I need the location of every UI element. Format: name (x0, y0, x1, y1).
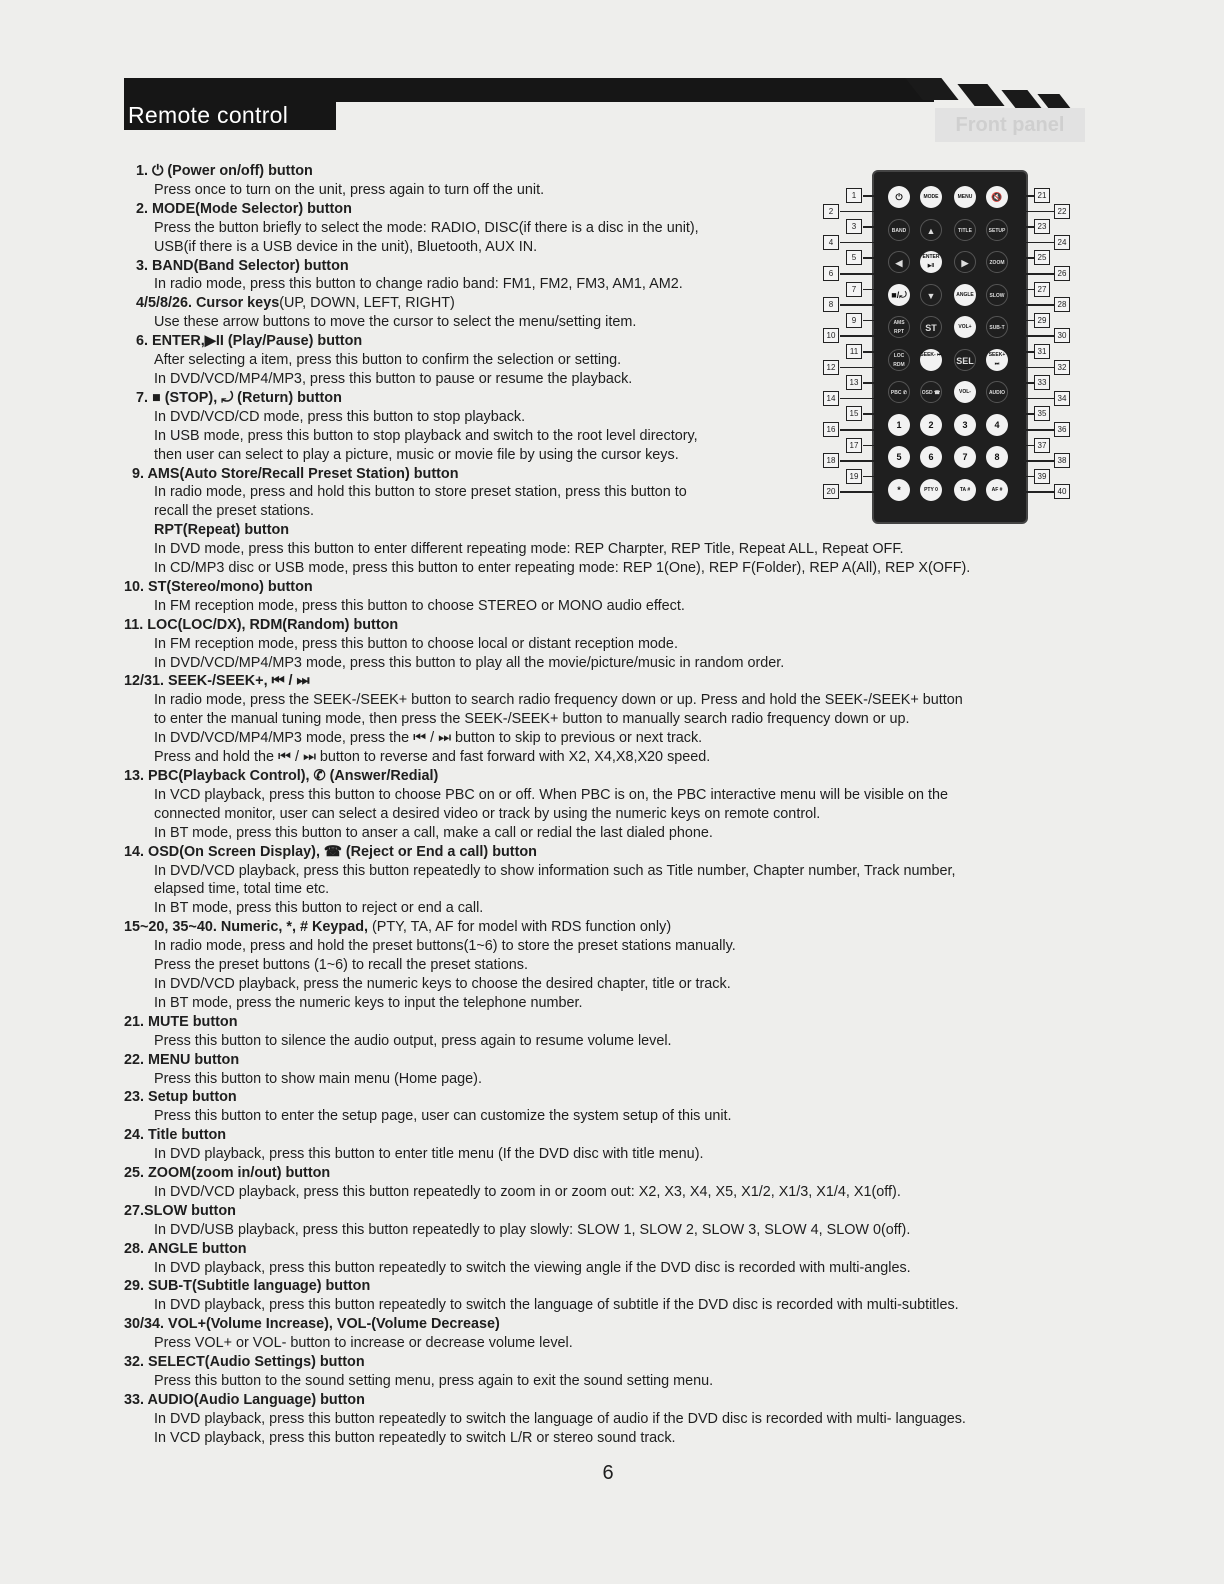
callout-leader (1024, 226, 1034, 228)
callout-leader (840, 429, 874, 431)
instruction-entry (124, 578, 1114, 616)
remote-button: ANGLE (954, 284, 976, 306)
callout-number: 5 (846, 250, 862, 265)
entry-line: In radio mode, press and hold this button to store preset station, press this button to (154, 484, 687, 501)
entry-line: In DVD mode, press this button to enter different repeating mode: REP Charpter, REP Title, Repeat ALL, Repeat OFF. (154, 541, 904, 558)
entry-title (124, 1202, 1114, 1221)
callout-leader (1024, 413, 1034, 415)
callout-number: 4 (823, 235, 839, 250)
entry-line: In DVD/VCD/MP4/MP3, press this button to pause or resume the playback. (154, 370, 633, 387)
entry-line: In DVD/VCD/MP4/MP3 mode, press this button to play all the movie/picture/music in random order. (154, 654, 785, 671)
entry-title-text: 21. MUTE button (124, 1013, 238, 1030)
instruction-entry (124, 1315, 1114, 1353)
entry-title (124, 521, 1114, 540)
callout-number: 35 (1034, 406, 1050, 421)
callout-number: 1 (846, 188, 862, 203)
callout-leader (840, 367, 874, 369)
callout-number: 38 (1054, 453, 1070, 468)
entry-title-text: 23. Setup button (124, 1089, 237, 1106)
callout-number: 33 (1034, 375, 1050, 390)
remote-button: MODE (920, 186, 942, 208)
callout-leader (863, 195, 874, 197)
callout-leader (1024, 289, 1034, 291)
remote-button: LOC RDM (888, 349, 910, 371)
entry-title (124, 1240, 1114, 1259)
remote-button: AMS RPT (888, 316, 910, 338)
entry-title (124, 1315, 1114, 1334)
entry-line: In BT mode, press the numeric keys to input the telephone number. (154, 994, 583, 1011)
entry-line: In BT mode, press this button to anser a call, make a call or redial the last dialed phone. (154, 824, 713, 841)
entry-title-text: 2. MODE(Mode Selector) button (136, 200, 352, 217)
callout-leader (863, 382, 874, 384)
callout-leader (1024, 211, 1054, 213)
callout-leader (1024, 242, 1054, 244)
callout-leader (1024, 257, 1034, 259)
remote-button: SEL (954, 349, 976, 371)
callout-leader (1024, 476, 1034, 478)
remote-button: 3 (954, 414, 976, 436)
callout-number: 14 (823, 391, 839, 406)
entry-line: then user can select to play a picture, music or movie file by using the cursor keys. (154, 446, 679, 463)
callout-number: 37 (1034, 438, 1050, 453)
entry-line: In USB mode, press this button to stop playback and switch to the root level directory, (154, 427, 698, 444)
callout-leader (863, 257, 874, 259)
callout-number: 11 (846, 344, 862, 359)
instruction-entry (124, 1277, 1114, 1315)
entry-title-text: 30/34. VOL+(Volume Increase), VOL-(Volume Decrease) (124, 1316, 500, 1333)
section-title: Remote control (124, 100, 336, 130)
callout-leader (840, 304, 874, 306)
entry-title (124, 578, 1114, 597)
instruction-entry (124, 1051, 1114, 1089)
entry-line: In radio mode, press this button to change radio band: FM1, FM2, FM3, AM1, AM2. (154, 276, 683, 293)
entry-title-text: RPT(Repeat) button (154, 522, 290, 539)
callout-leader (840, 398, 874, 400)
remote-button: SEEK+ ⏭ (986, 349, 1008, 371)
entry-line: Press VOL+ or VOL- button to increase or decrease volume level. (154, 1335, 573, 1352)
callout-leader (1024, 445, 1034, 447)
remote-button: OSD ☎ (920, 381, 942, 403)
instruction-entry (124, 1013, 1114, 1051)
entry-line: Press and hold the ⏮ / ⏭ button to reverse and fast forward with X2, X4,X8,X20 speed. (154, 749, 711, 766)
callout-number: 20 (823, 484, 839, 499)
callout-number: 36 (1054, 422, 1070, 437)
entry-line: In VCD playback, press this button to choose PBC on or off. When PBC is on, the PBC interactive menu will be visible on the (154, 786, 949, 803)
entry-line: Press this button to show main menu (Home page). (154, 1070, 482, 1087)
callout-leader (840, 491, 874, 493)
instruction-entry (124, 1202, 1114, 1240)
callout-number: 22 (1054, 204, 1070, 219)
callout-number: 26 (1054, 266, 1070, 281)
entry-title-text: 22. MENU button (124, 1051, 240, 1068)
entry-title-text: 29. SUB-T(Subtitle language) button (124, 1278, 371, 1295)
entry-title-text: 1. ⏻ (Power on/off) button (136, 163, 313, 179)
callout-number: 10 (823, 328, 839, 343)
remote-button: SUB-T (986, 316, 1008, 338)
callout-leader (863, 413, 874, 415)
callout-number: 15 (846, 406, 862, 421)
entry-title-text: 27.SLOW button (124, 1202, 236, 1219)
entry-line: In DVD/VCD/MP4/MP3 mode, press the ⏮ / ⏭ button to skip to previous or next track. (154, 730, 703, 747)
callout-leader (840, 242, 874, 244)
callout-number: 2 (823, 204, 839, 219)
entry-line: connected monitor, user can select a desired video or track by using the numeric keys on remote control. (154, 805, 821, 822)
entry-line: In VCD playback, press this button repeatedly to switch L/R or stereo sound track. (154, 1429, 676, 1446)
callout-leader (1024, 398, 1054, 400)
remote-button: 🔇 (986, 186, 1008, 208)
callout-leader (1024, 351, 1034, 353)
entry-title-text: 15~20, 35~40. Numeric, *, # Keypad, (124, 919, 368, 936)
remote-button: ⏻ (888, 186, 910, 208)
remote-button: ▲ (920, 219, 942, 241)
callout-number: 8 (823, 297, 839, 312)
remote-button: 8 (986, 446, 1008, 468)
instruction-entry (124, 1164, 1114, 1202)
entry-title (124, 1051, 1114, 1070)
callout-leader (1024, 382, 1034, 384)
instruction-entry (124, 521, 1114, 578)
remote-button: VOL+ (954, 316, 976, 338)
callout-leader (863, 289, 874, 291)
entry-title-text: 11. LOC(LOC/DX), RDM(Random) button (124, 616, 399, 633)
instruction-entry (124, 767, 1114, 843)
entry-line: to enter the manual tuning mode, then press the SEEK-/SEEK+ button to manually search radio frequency down or up. (154, 711, 910, 728)
callout-leader (1024, 429, 1054, 431)
callout-leader (840, 335, 874, 337)
entry-title (124, 1277, 1114, 1296)
callout-leader (1024, 304, 1054, 306)
entry-title (124, 1088, 1114, 1107)
callout-number: 13 (846, 375, 862, 390)
callout-number: 12 (823, 360, 839, 375)
entry-title-text: 9. AMS(Auto Store/Recall Preset Station) button (132, 465, 459, 482)
callout-number: 40 (1054, 484, 1070, 499)
remote-button: ▼ (920, 284, 942, 306)
entry-line: In DVD playback, press this button repeatedly to switch the language of audio if the DVD disc is recorded with multi- languages. (154, 1410, 966, 1427)
callout-number: 18 (823, 453, 839, 468)
entry-title (124, 843, 1114, 862)
entry-title-note: (UP, DOWN, LEFT, RIGHT) (279, 295, 455, 312)
callout-number: 29 (1034, 313, 1050, 328)
callout-number: 6 (823, 266, 839, 281)
entry-line: In DVD/VCD playback, press the numeric keys to choose the desired chapter, title or track. (154, 975, 731, 992)
remote-button: SEEK- ⏮ (920, 349, 942, 371)
entry-line: elapsed time, total time etc. (154, 881, 330, 898)
entry-line: After selecting a item, press this button to confirm the selection or setting. (154, 352, 622, 369)
remote-button: AUDIO (986, 381, 1008, 403)
entry-line: Use these arrow buttons to move the cursor to select the menu/setting item. (154, 314, 637, 331)
remote-button: VOL- (954, 381, 976, 403)
remote-button: 7 (954, 446, 976, 468)
instruction-entry (124, 843, 1114, 919)
instruction-entry (124, 672, 1114, 767)
callout-number: 17 (846, 438, 862, 453)
callout-leader (1024, 335, 1054, 337)
entry-title-text: 25. ZOOM(zoom in/out) button (124, 1165, 331, 1182)
callout-leader (1024, 491, 1054, 493)
callout-leader (840, 211, 874, 213)
callout-leader (863, 476, 874, 478)
entry-line: In CD/MP3 disc or USB mode, press this button to enter repeating mode: REP 1(One), REP F(Folder), REP A(All), REP X(OFF). (154, 560, 971, 577)
entry-title (124, 672, 1114, 691)
remote-button: ENTER ▶II (920, 251, 942, 273)
callout-number: 23 (1034, 219, 1050, 234)
entry-line: recall the preset stations. (154, 503, 314, 520)
remote-button: TITLE (954, 219, 976, 241)
remote-button: ▶ (954, 251, 976, 273)
remote-button: 1 (888, 414, 910, 436)
entry-title-text: 3. BAND(Band Selector) button (136, 257, 349, 274)
entry-line: Press this button to enter the setup page, user can customize the system setup of this unit. (154, 1108, 732, 1125)
callout-leader (863, 445, 874, 447)
entry-line: In DVD/VCD/CD mode, press this button to stop playback. (154, 408, 526, 425)
callout-number: 27 (1034, 282, 1050, 297)
entry-line: Press this button to the sound setting menu, press again to exit the sound setting menu. (154, 1373, 714, 1389)
callout-number: 19 (846, 469, 862, 484)
instruction-entry (124, 918, 1114, 1013)
entry-title-text: 12/31. SEEK-/SEEK+, ⏮ / ⏭ (124, 673, 310, 690)
callout-number: 24 (1054, 235, 1070, 250)
remote-button: ZOOM (986, 251, 1008, 273)
entry-line: In DVD/USB playback, press this button repeatedly to play slowly: SLOW 1, SLOW 2, SLOW 3, SLOW 4, SLOW 0(off). (154, 1221, 911, 1238)
remote-button: AF # (986, 479, 1008, 501)
remote-button: SETUP (986, 219, 1008, 241)
entry-line: Press once to turn on the unit, press again to turn off the unit. (154, 181, 545, 198)
entry-title (124, 767, 1114, 786)
entry-title-text: 7. ■ (STOP), ⤾ (Return) button (136, 389, 342, 406)
entry-title-text: 6. ENTER,▶II (Play/Pause) button (136, 333, 363, 350)
instruction-entry (124, 1240, 1114, 1278)
entry-line: In DVD/VCD playback, press this button repeatedly to show information such as Title number, Chapter number, Track number, (154, 862, 956, 879)
callout-leader (863, 226, 874, 228)
entry-title-text: 4/5/8/26. Cursor keys (136, 295, 280, 312)
entry-title-text: 24. Title button (124, 1127, 227, 1144)
entry-line: Press the button briefly to select the mode: RADIO, DISC(if there is a disc in the unit), (154, 219, 699, 236)
instruction-entry (124, 1391, 1114, 1448)
callout-number: 9 (846, 313, 862, 328)
callout-number: 31 (1034, 344, 1050, 359)
instruction-entry (124, 1353, 1114, 1391)
entry-title-text: 33. AUDIO(Audio Language) button (124, 1391, 365, 1408)
entry-line: In radio mode, press and hold the preset buttons(1~6) to store the preset stations manually. (154, 938, 736, 955)
remote-button: PTY 0 (920, 479, 942, 501)
remote-button: SLOW (986, 284, 1008, 306)
entry-line: In FM reception mode, press this button to choose local or distant reception mode. (154, 635, 678, 652)
callout-number: 16 (823, 422, 839, 437)
remote-button: MENU (954, 186, 976, 208)
entry-title-text: 32. SELECT(Audio Settings) button (124, 1354, 365, 1371)
callout-leader (1024, 367, 1054, 369)
entry-line: In radio mode, press the SEEK-/SEEK+ button to search radio frequency down or up. Press and hold the SEEK-/SEEK+ button (154, 692, 963, 709)
remote-control-illustration (872, 170, 1028, 524)
remote-button: TA # (954, 479, 976, 501)
callout-leader (840, 460, 874, 462)
callout-number: 25 (1034, 250, 1050, 265)
remote-button: 6 (920, 446, 942, 468)
instruction-entry (124, 616, 1114, 673)
remote-button: ◀ (888, 251, 910, 273)
callout-number: 32 (1054, 360, 1070, 375)
remote-button: ■/⤾ (888, 284, 910, 306)
callout-leader (1024, 195, 1034, 197)
entry-title (124, 616, 1114, 635)
callout-number: 21 (1034, 188, 1050, 203)
entry-line: In DVD playback, press this button to enter title menu (If the DVD disc with title menu). (154, 1146, 704, 1163)
page-number: 6 (602, 1462, 614, 1484)
callout-leader (1024, 273, 1054, 275)
header-bar (124, 78, 934, 102)
callout-number: 30 (1054, 328, 1070, 343)
entry-title-text: 13. PBC(Playback Control), ✆ (Answer/Redial) (124, 768, 439, 784)
callout-leader (863, 351, 874, 353)
entry-title-text: 10. ST(Stereo/mono) button (124, 578, 313, 595)
remote-button: BAND (888, 219, 910, 241)
remote-button: 2 (920, 414, 942, 436)
callout-leader (1024, 460, 1054, 462)
show-through-heading: Front panel (935, 108, 1085, 142)
entry-title-text: 14. OSD(On Screen Display), ☎ (Reject or End a call) button (124, 843, 537, 860)
entry-line: Press the preset buttons (1~6) to recall the preset stations. (154, 957, 528, 974)
entry-title (124, 1353, 1114, 1372)
entry-line: Press this button to silence the audio output, press again to resume volume level. (154, 1032, 672, 1049)
callout-number: 3 (846, 219, 862, 234)
remote-button: PBC ✆ (888, 381, 910, 403)
remote-button: ST (920, 316, 942, 338)
header-stripe (957, 84, 1004, 106)
remote-button: 4 (986, 414, 1008, 436)
entry-line: In DVD playback, press this button repeatedly to switch the language of subtitle if the DVD disc is recorded with multi-subtitles. (154, 1297, 959, 1314)
callout-leader (1024, 320, 1034, 322)
callout-leader (840, 273, 874, 275)
entry-title (124, 1013, 1114, 1032)
instruction-entry (124, 1088, 1114, 1126)
entry-title (124, 1391, 1114, 1410)
remote-button: * (888, 479, 910, 501)
entry-line: In BT mode, press this button to reject or end a call. (154, 900, 484, 917)
entry-title-text: 28. ANGLE button (124, 1240, 247, 1257)
callout-number: 28 (1054, 297, 1070, 312)
entry-title (124, 918, 1114, 937)
instruction-entry (124, 1126, 1114, 1164)
callout-number: 34 (1054, 391, 1070, 406)
remote-button: 5 (888, 446, 910, 468)
entry-line: In DVD/VCD playback, press this button repeatedly to zoom in or zoom out: X2, X3, X4, X5, X1/2, X1/3, X1/4, X1(off). (154, 1183, 901, 1200)
entry-title (124, 1164, 1114, 1183)
entry-line: In FM reception mode, press this button to choose STEREO or MONO audio effect. (154, 597, 685, 614)
entry-title (124, 1126, 1114, 1145)
entry-line: In DVD playback, press this button repeatedly to switch the viewing angle if the DVD disc is recorded with multi-angles. (154, 1259, 911, 1276)
callout-leader (863, 320, 874, 322)
entry-line: USB(if there is a USB device in the unit), Bluetooth, AUX IN. (154, 238, 538, 255)
callout-number: 7 (846, 282, 862, 297)
entry-title-note: (PTY, TA, AF for model with RDS function only) (368, 919, 672, 936)
callout-number: 39 (1034, 469, 1050, 484)
